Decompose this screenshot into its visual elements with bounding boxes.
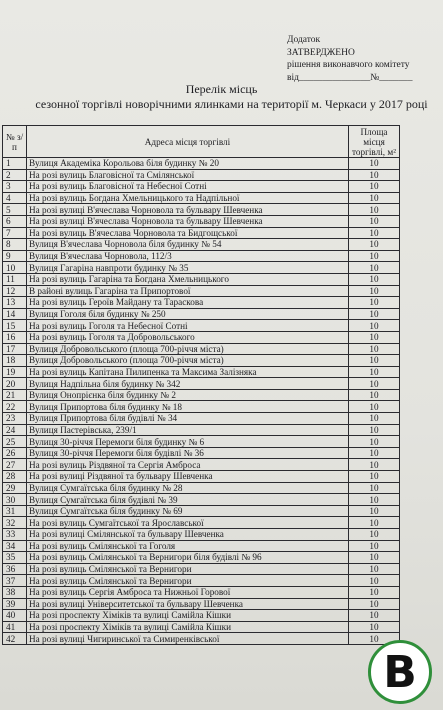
row-area: 10 [349,401,400,413]
row-address: Вулиця Гоголя біля будинку № 250 [27,308,349,320]
row-area: 10 [349,598,400,610]
row-address: Вулиця 30-річчя Перемоги біля будинку № 6 [27,436,349,448]
row-area: 10 [349,540,400,552]
table-row [3,575,400,587]
row-address: Вулиця Сумгаїтська біля будівлі № 39 [27,494,349,506]
table-row [3,262,400,274]
site-logo [368,640,432,704]
table-row [3,297,400,309]
row-number: 34 [3,540,27,552]
table-row [3,273,400,285]
row-area: 10 [349,227,400,239]
committee-decision-label: рішення виконавчого комітету [287,60,410,70]
row-area: 10 [349,621,400,633]
row-number: 22 [3,401,27,413]
row-area: 10 [349,169,400,181]
row-address: На розі вулиць Благовісної та Смілянської [27,169,349,181]
row-area: 10 [349,331,400,343]
row-address: На розі проспекту Хіміків та вулиці Самійла Кішки [27,621,349,633]
row-area: 10 [349,215,400,227]
table-row [3,552,400,564]
row-address: На розі вулиць В'ячеслава Чорновола та Бидгощської [27,227,349,239]
row-area: 10 [349,378,400,390]
row-address: На розі вулиць Гагаріна та Богдана Хмельницького [27,273,349,285]
row-number: 31 [3,505,27,517]
row-area: 10 [349,505,400,517]
row-number: 15 [3,320,27,332]
table-row [3,204,400,216]
row-area: 10 [349,586,400,598]
row-area: 10 [349,285,400,297]
row-number: 16 [3,331,27,343]
table-row [3,471,400,483]
row-area: 10 [349,262,400,274]
row-number: 6 [3,215,27,227]
row-area: 10 [349,273,400,285]
row-address: Вулиця В'ячеслава Чорновола біля будинку № 54 [27,239,349,251]
table-row [3,529,400,541]
row-address: Вулиця Припортова біля будинку № 18 [27,401,349,413]
row-area: 10 [349,517,400,529]
row-number: 7 [3,227,27,239]
table-row [3,215,400,227]
row-address: На розі вулиць Сергія Амброса та Нижньої Горової [27,586,349,598]
row-area: 10 [349,308,400,320]
row-address: На розі проспекту Хіміків та вулиці Самійла Кішки [27,610,349,622]
table-row [3,320,400,332]
row-number: 28 [3,471,27,483]
row-area: 10 [349,343,400,355]
row-area: 10 [349,529,400,541]
table-row [3,308,400,320]
table-row [3,447,400,459]
row-address: На розі вулиць Різдвяної та Сергія Амброса [27,459,349,471]
row-address: На розі вулиці Чигиринської та Симиренківської [27,633,349,645]
decision-number-label: № [370,72,380,83]
row-number: 39 [3,598,27,610]
table-row [3,482,400,494]
row-number: 17 [3,343,27,355]
row-area: 10 [349,413,400,425]
row-address: Вулиця 30-річчя Перемоги біля будівлі № 36 [27,447,349,459]
table-row [3,158,400,170]
row-number: 41 [3,621,27,633]
row-address: Вулиця Добровольського (площа 700-річчя міста) [27,355,349,367]
row-address: Вулиця Надпільна біля будинку № 342 [27,378,349,390]
table-row [3,389,400,401]
row-area: 10 [349,633,400,645]
row-address: На розі вулиць Смілянської та Вернигори біля будівлі № 96 [27,552,349,564]
table-row [3,250,400,262]
table-row [3,192,400,204]
table-row [3,459,400,471]
row-address: На розі вулиць Смілянської та Гоголя [27,540,349,552]
row-area: 10 [349,482,400,494]
table-row [3,366,400,378]
table-header-row [3,126,400,158]
table-row [3,540,400,552]
row-number: 26 [3,447,27,459]
table-row [3,181,400,193]
row-address: На розі вулиць Гоголя та Небесної Сотні [27,320,349,332]
table-row [3,343,400,355]
header-address: Адреса місця торгівлі [27,126,349,158]
row-area: 10 [349,204,400,216]
logo-letter: B [383,647,417,698]
row-area: 10 [349,158,400,170]
row-area: 10 [349,552,400,564]
row-area: 10 [349,471,400,483]
row-area: 10 [349,389,400,401]
row-address: На розі вулиці Університетської та бульвару Шевченка [27,598,349,610]
row-address: В районі вулиць Гагаріна та Припортової [27,285,349,297]
row-number: 12 [3,285,27,297]
row-area: 10 [349,459,400,471]
row-number: 9 [3,250,27,262]
title-line-2: сезонної торгівлі новорічними ялинками на території м. Черкаси у 2017 році [35,97,428,111]
row-number: 13 [3,297,27,309]
row-area: 10 [349,181,400,193]
approval-block [287,34,437,84]
trade-locations-table [2,125,400,645]
table-row [3,227,400,239]
row-address: Вулиця Онопрієнка біля будинку № 2 [27,389,349,401]
row-number: 42 [3,633,27,645]
table-row [3,401,400,413]
table-row [3,610,400,622]
row-number: 37 [3,575,27,587]
row-area: 10 [349,563,400,575]
row-address: На розі вулиць Гоголя та Добровольського [27,331,349,343]
row-number: 29 [3,482,27,494]
row-number: 32 [3,517,27,529]
row-area: 10 [349,297,400,309]
table-row [3,285,400,297]
header-area: Площа місця торгівлі, м² [349,126,400,158]
row-address: На розі вулиці В'ячеслава Чорновола та бульвару Шевченка [27,204,349,216]
row-number: 8 [3,239,27,251]
title-line-1: Перелік місць [185,82,258,96]
row-number: 3 [3,181,27,193]
table-row [3,633,400,645]
row-area: 10 [349,494,400,506]
row-address: На розі вулиць Смілянської та Вернигори [27,563,349,575]
row-area: 10 [349,575,400,587]
table-row [3,331,400,343]
decision-date-label: від [287,72,299,83]
row-address: Вулиця Сумгаїтська біля будинку № 28 [27,482,349,494]
table-body [3,158,400,645]
row-address: Вулиця Академіка Корольова біля будинку № 20 [27,158,349,170]
row-address: На розі вулиць Смілянської та Вернигори [27,575,349,587]
row-area: 10 [349,239,400,251]
table-row [3,355,400,367]
table-row [3,505,400,517]
row-number: 25 [3,436,27,448]
row-number: 23 [3,413,27,425]
row-address: На розі вулиць Богдана Хмельницького та Надпільної [27,192,349,204]
row-area: 10 [349,366,400,378]
row-number: 10 [3,262,27,274]
row-number: 24 [3,424,27,436]
table-row [3,586,400,598]
table-row [3,239,400,251]
row-number: 19 [3,366,27,378]
row-number: 4 [3,192,27,204]
row-area: 10 [349,436,400,448]
table-row [3,378,400,390]
row-address: Вулиця Сумгаїтська біля будинку № 69 [27,505,349,517]
row-number: 18 [3,355,27,367]
row-number: 27 [3,459,27,471]
table-row [3,563,400,575]
row-number: 11 [3,273,27,285]
row-address: На розі вулиць Сумгаїтської та Ярославської [27,517,349,529]
row-address: Вулиця Припортова біля будівлі № 34 [27,413,349,425]
row-area: 10 [349,355,400,367]
row-address: Вулиця Гагаріна навпроти будинку № 35 [27,262,349,274]
row-address: На розі вулиць Капітана Пилипенка та Максима Залізняка [27,366,349,378]
row-number: 1 [3,158,27,170]
table-row [3,436,400,448]
table-row [3,494,400,506]
table-row [3,621,400,633]
row-address: На розі вулиці Різдвяної та бульвару Шевченка [27,471,349,483]
row-address: Вулиця Пастерівська, 239/1 [27,424,349,436]
appendix-label: Додаток [287,35,321,45]
table-row [3,169,400,181]
row-number: 36 [3,563,27,575]
row-area: 10 [349,447,400,459]
row-number: 33 [3,529,27,541]
table-row [3,424,400,436]
row-address: На розі вулиць Благовісної та Небесної Сотні [27,181,349,193]
table-row [3,598,400,610]
header-number: № з/п [3,126,27,158]
row-number: 2 [3,169,27,181]
table-row [3,517,400,529]
row-address: Вулиця Добровольського (площа 700-річчя міста) [27,343,349,355]
row-address: На розі вулиці Смілянської та бульвару Шевченка [27,529,349,541]
row-area: 10 [349,192,400,204]
table-row [3,413,400,425]
row-area: 10 [349,610,400,622]
row-number: 14 [3,308,27,320]
row-number: 30 [3,494,27,506]
row-address: На розі вулиць Героїв Майдану та Тараскова [27,297,349,309]
row-area: 10 [349,320,400,332]
row-address: На розі вулиці В'ячеслава Чорновола та бульвару Шевченка [27,215,349,227]
approved-label: ЗАТВЕРДЖЕНО [287,47,355,58]
row-number: 38 [3,586,27,598]
row-number: 40 [3,610,27,622]
row-number: 20 [3,378,27,390]
row-number: 35 [3,552,27,564]
decision-date-number-line: від_______________№_______ [287,72,413,83]
document-title [0,82,443,112]
row-address: Вулиця В'ячеслава Чорновола, 112/3 [27,250,349,262]
row-number: 5 [3,204,27,216]
row-number: 21 [3,389,27,401]
row-area: 10 [349,424,400,436]
row-area: 10 [349,250,400,262]
